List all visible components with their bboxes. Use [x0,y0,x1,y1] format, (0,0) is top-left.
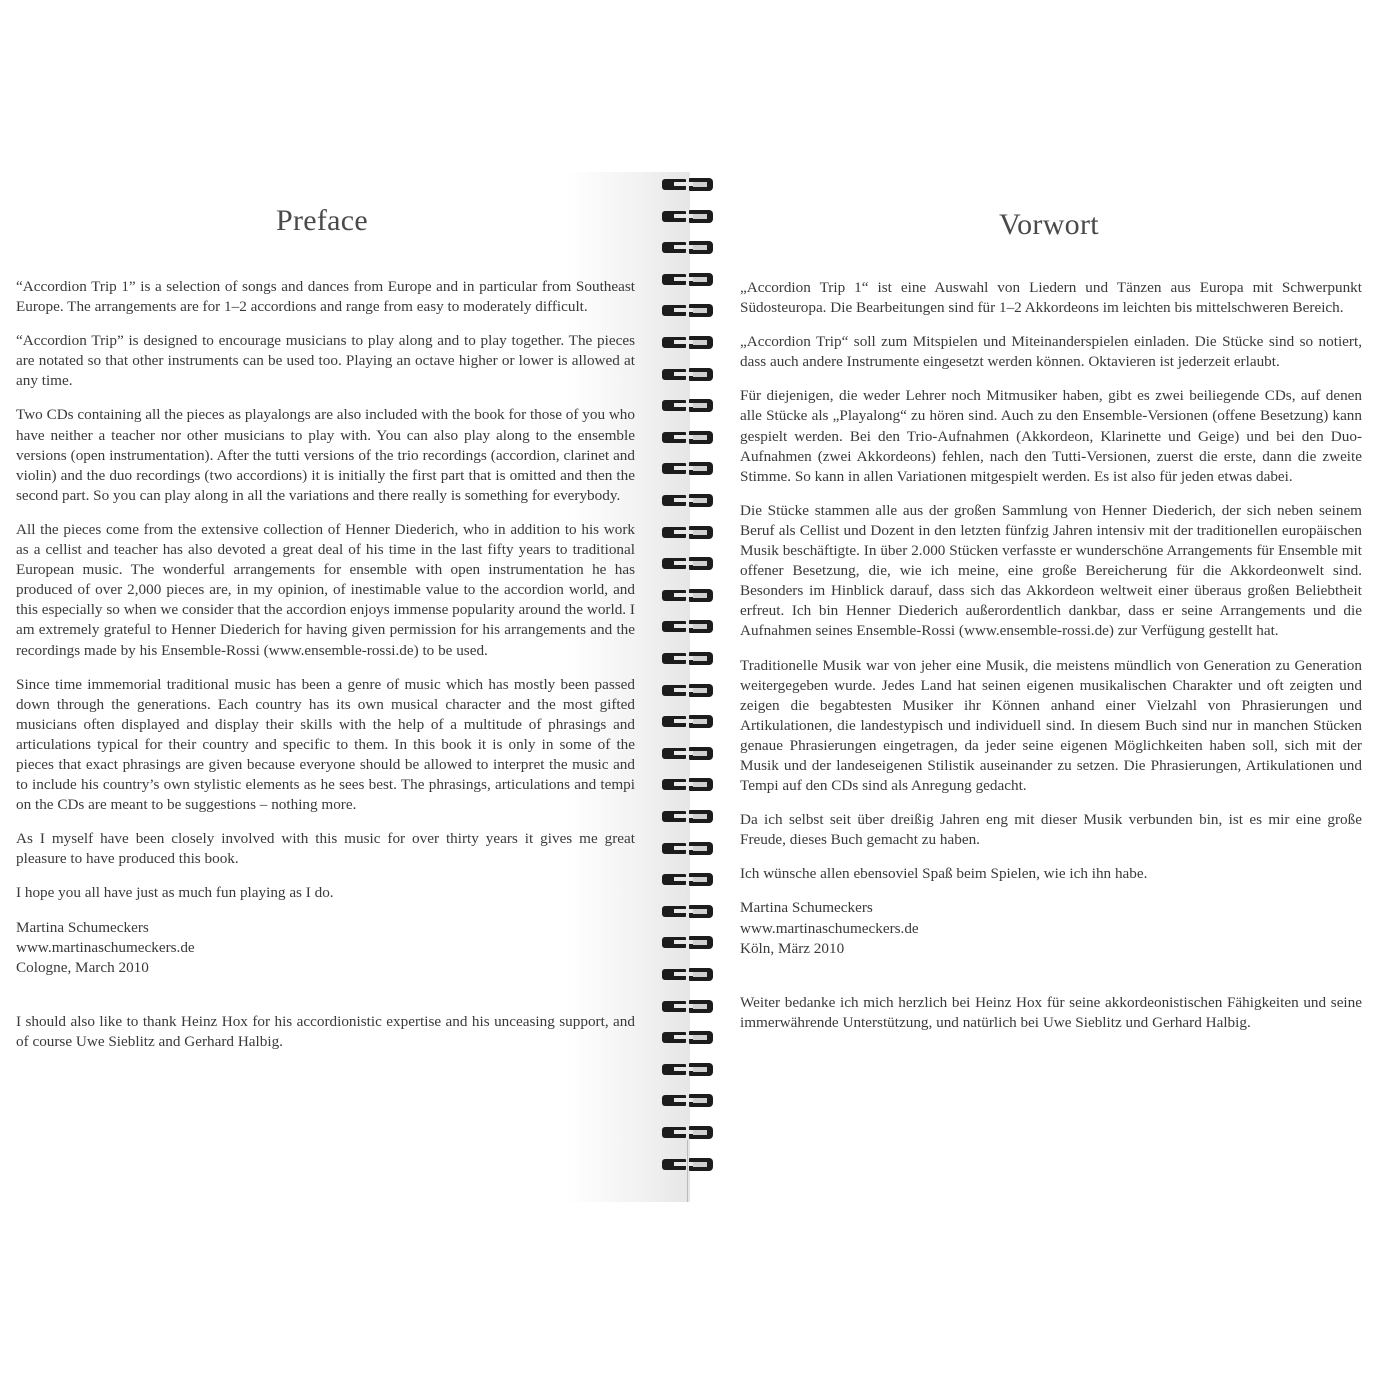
paragraph: I hope you all have just as much fun playing as I do. [16,884,334,902]
paragraph: All the pieces come from the extensive collection of Henner Diederich, who in addition to his work as a cellist and teacher has also devoted a great deal of his time in the last fifty years to traditional European music. The wonderful arrangements for ensemble with open instrumentation he has produced of over 2,000 pieces are, in my opinion, of inestimable value to the accordion world, and this especially so when we consider that the accordion enjoys immense popularity around the world. I am extremely grateful to Henner Diederich for having given permission for his arrangements and the recordings made by his Ensemble-Rossi (www.ensemble-rossi.de) to be used. [16,520,635,659]
left-page-english [0,172,690,1202]
preface-body [16,277,635,1066]
paragraph: „Accordion Trip 1“ ist eine Auswahl von Liedern und Tänzen aus Europa mit Schwerpunkt Südosteuropa. Die Bearbeitungen sind für 1–2 Akkordeons im leichten bis mittelschweren Bereich. [740,279,1362,317]
author-website: www.martinaschumeckers.de [16,938,195,956]
binding-coil [660,334,714,351]
page-title-vorwort: Vorwort [999,208,1099,241]
binding-coil [660,239,714,256]
binding-coil [660,998,714,1015]
binding-coil [660,840,714,857]
signature-block [16,918,635,978]
binding-coil [660,587,714,604]
binding-edge [687,1140,688,1202]
binding-coil [660,271,714,288]
paragraph: As I myself have been closely involved with this music for over thirty years it gives me great pleasure to have produced this book. [16,830,635,868]
binding-coil [660,1029,714,1046]
paragraph: Ich wünsche allen ebensoviel Spaß beim Spielen, wie ich ihn habe. [740,865,1148,883]
binding-coil [660,1124,714,1141]
binding-coil [660,1092,714,1109]
paragraph: Die Stücke stammen alle aus der großen Sammlung von Henner Diederich, der sich neben seinem Beruf als Cellist und Dozent in den letzten fünfzig Jahren intensiv mit der traditionellen europäischen Musik beschäftigte. In über 2.000 Stücken verfasste er wunderschöne Arrangements für Ensemble mit offener Besetzung, die, wie ich meine, eine große Bereicherung für die Akkordeonwelt sind. Besonders im Hinblick darauf, dass sich das Akkordeon weltweit einer überaus großen Beliebtheit erfreut. Ich bin Henner Diederich außerordentlich dankbar, dass er seine Arrangements und die Aufnahmen seines Ensemble-Rossi (www.ensemble-rossi.de) zur Verfügung gestellt hat. [740,501,1362,640]
acknowledgement: I should also like to thank Heinz Hox for his accordionistic expertise and his unceasing support, and of course Uwe Sieblitz and Gerhard Halbig. [16,1012,635,1050]
binding-coil [660,808,714,825]
author-name: Martina Schumeckers [740,899,873,917]
paragraph: “Accordion Trip” is designed to encourage musicians to play along and to play together. The pieces are notated so that other instruments can be used too. Playing an octave higher or lower is allowed at any time. [16,332,635,390]
binding-coil [660,934,714,951]
paragraph: Two CDs containing all the pieces as playalongs are also included with the book for those of you who have neither a teacher nor other musicians to play with. You can also play along to the ensemble versions (open instrumentation). After the tutti versions of the trio recordings (accordion, clarinet and violin) and the duo recordings (two accordions) it is initially the first part that is omitted and then the second part. So you can play along in all the variations and there really is something for everybody. [16,406,635,504]
binding-coil [660,713,714,730]
binding-coil [660,208,714,225]
paragraph: Für diejenigen, die weder Lehrer noch Mitmusiker haben, gibt es zwei beiliegende CDs, auf denen alle Stücke als „Playalong“ zu hören sind. Auch zu den Ensemble-Versionen (offene Besetzung) kann gespielt werden. Bei den Trio-Aufnahmen (Akkordeon, Klarinette und Geige) und bei den Duo-Aufnahmen (zwei Akkordeons) fehlen, nach den Tutti-Versionen, zuerst die erste, dann die zweite Stimme. So kann in allen Variationen mitgespielt werden. Es ist also für jeden etwas dabei. [740,387,1362,485]
author-website: www.martinaschumeckers.de [740,919,919,937]
binding-coil [660,366,714,383]
binding-coil [660,492,714,509]
binding-coil [660,460,714,477]
vorwort-body [740,278,1362,1047]
binding-coil [660,397,714,414]
acknowledgement: Weiter bedanke ich mich herzlich bei Heinz Hox für seine akkordeonistischen Fähigkeiten und seine immerwährende Unterstützung, und natürlich bei Uwe Sieblitz und Gerhard Halbig. [740,993,1362,1031]
binding-coil [660,1061,714,1078]
signature-block [740,898,1362,958]
place-date: Köln, März 2010 [740,939,845,957]
binding-coil [660,966,714,983]
paragraph: “Accordion Trip 1” is a selection of songs and dances from Europe and in particular from Southeast Europe. The arrangements are for 1–2 accordions and range from easy to moderately difficult. [16,278,635,316]
paragraph: „Accordion Trip“ soll zum Mitspielen und Miteinanderspielen einladen. Die Stücke sind so notiert, dass auch andere Instrumente eingesetzt werden können. Oktavieren ist jederzeit erlaubt. [740,333,1362,371]
binding-coil [660,429,714,446]
binding-coil [660,524,714,541]
binding-coil [660,618,714,635]
paragraph: Since time immemorial traditional music has been a genre of music which has mostly been passed down through the generations. Each country has its own musical character and the most gifted musicians often displayed and display their skills with the help of a multitude of phrasings and articulations typical for their country and specific to them. In this book it is only in some of the pieces that exact phrasings are given because everyone should be allowed to interpret the music and to include his country’s own stylistic elements as he sees best. The phrasings, articulations and tempi on the CDs are meant to be suggestions – nothing more. [16,675,635,814]
paragraph: Traditionelle Musik war von jeher eine Musik, die meistens mündlich von Generation zu Generation weitergegeben wurde. Jedes Land hat seinen eigenen musikalischen Charakter und oft zeigten und zeigen die begabtesten Musiker ihr Können anhand einer Vielzahl von Phrasierungen und Artikulationen, die landestypisch und individuell sind. In diesem Buch sind nur in manchen Stücken genaue Phrasierungen eingetragen, da jeder seine eigenen Möglichkeiten haben soll, sich mit der Musik und der landeseigenen Stilistik auseinander zu setzen. Die Phrasierungen, Artikulationen und Tempi auf den CDs sind als Anregung gedacht. [740,656,1362,795]
binding-coil [660,871,714,888]
binding-coil [660,903,714,920]
paragraph: Da ich selbst seit über dreißig Jahren eng mit dieser Musik verbunden bin, ist es mir eine große Freude, dieses Buch gemacht zu haben. [740,811,1362,849]
binding-coil [660,650,714,667]
binding-coil [660,555,714,572]
binding-coil [660,302,714,319]
binding-coil [660,776,714,793]
binding-coil [660,682,714,699]
author-name: Martina Schumeckers [16,918,149,936]
spiral-binding [660,176,720,1196]
page-title-preface: Preface [276,204,369,237]
binding-coil [660,745,714,762]
right-page-german [690,172,1376,1202]
place-date: Cologne, March 2010 [16,958,149,976]
binding-coil [660,176,714,193]
